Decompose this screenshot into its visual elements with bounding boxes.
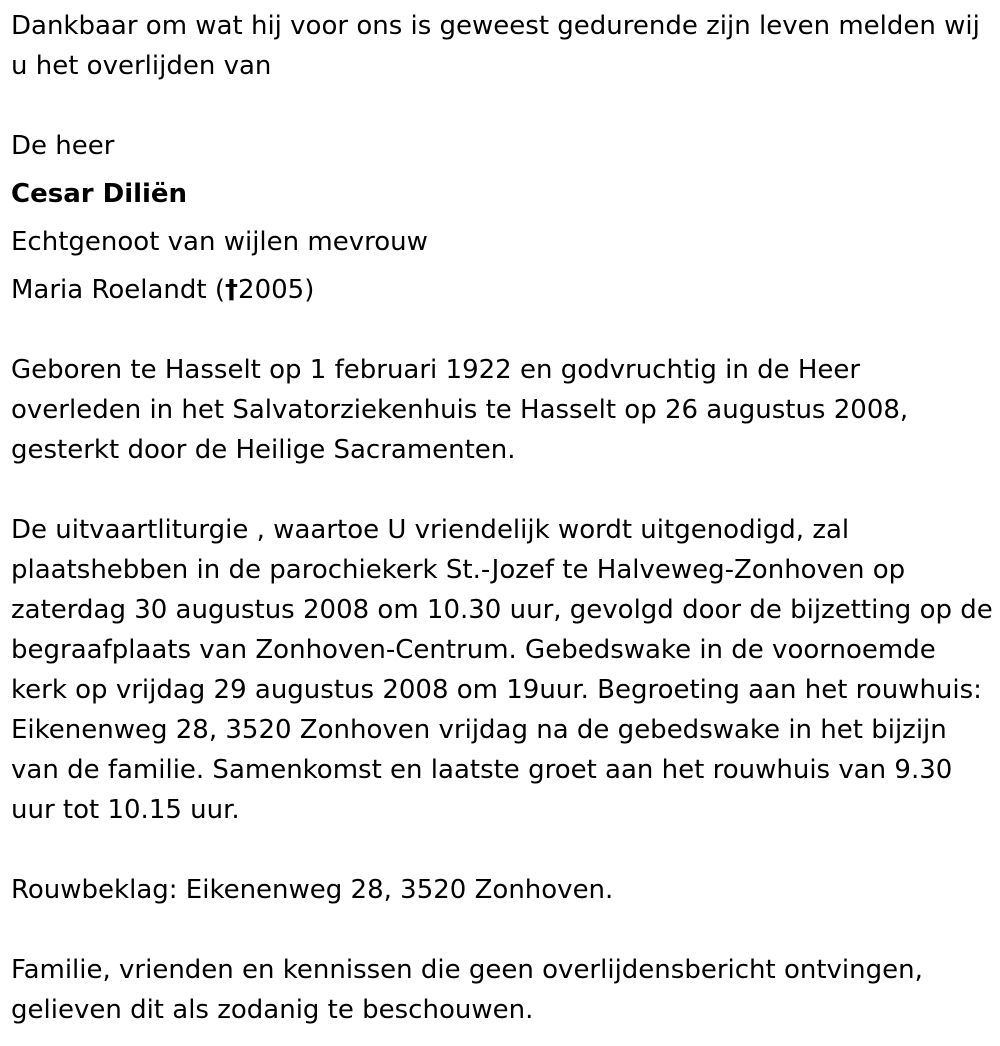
spacer	[11, 470, 996, 510]
spacer	[11, 830, 996, 870]
intro-paragraph: Dankbaar om wat hij voor ons is geweest gedurende zijn leven melden wij u het overlijden van	[11, 11, 980, 81]
birth-death-paragraph: Geboren te Hasselt op 1 februari 1922 en godvruchtig in de Heer overleden in het Salvatorziekenhuis te Hasselt op 26 augustus 2008, gesterkt door de Heilige Sacramenten.	[11, 355, 909, 465]
spacer	[11, 318, 996, 350]
spacer	[11, 910, 996, 950]
spacer	[11, 86, 996, 126]
cross-icon: †	[225, 275, 239, 305]
condolence-address: Rouwbeklag: Eikenenweg 28, 3520 Zonhoven.	[11, 875, 614, 905]
spouse-name: Maria Roelandt (	[11, 275, 226, 305]
closing-paragraph: Familie, vrienden en kennissen die geen overlijdensbericht ontvingen, gelieven dit als zodanig te beschouwen.	[11, 955, 923, 1025]
deceased-name: Cesar Diliën	[11, 179, 188, 209]
spouse-death-year: 2005)	[238, 275, 315, 305]
funeral-paragraph: De uitvaartliturgie , waartoe U vriendelijk wordt uitgenodigd, zal plaatshebben in de parochiekerk St.-Jozef te Halveweg-Zonhoven op zaterdag 30 augustus 2008 om 10.30 uur, gevolgd door de bijzetting op de begraafplaats van Zonhoven-Centrum. Gebedswake in de voornoemde kerk op vrijdag 29 augustus 2008 om 19uur. Begroeting aan het rouwhuis: Eikenenweg 28, 3520 Zonhoven vrijdag na de gebedswake in het bijzijn van de familie. Samenkomst en laatste groet aan het rouwhuis van 9.30 uur tot 10.15 uur.	[11, 515, 993, 825]
salutation: De heer	[11, 131, 115, 161]
spouse-line-2	[11, 270, 996, 310]
spouse-line-1: Echtgenoot van wijlen mevrouw	[11, 227, 428, 257]
obituary-document	[11, 6, 996, 1030]
